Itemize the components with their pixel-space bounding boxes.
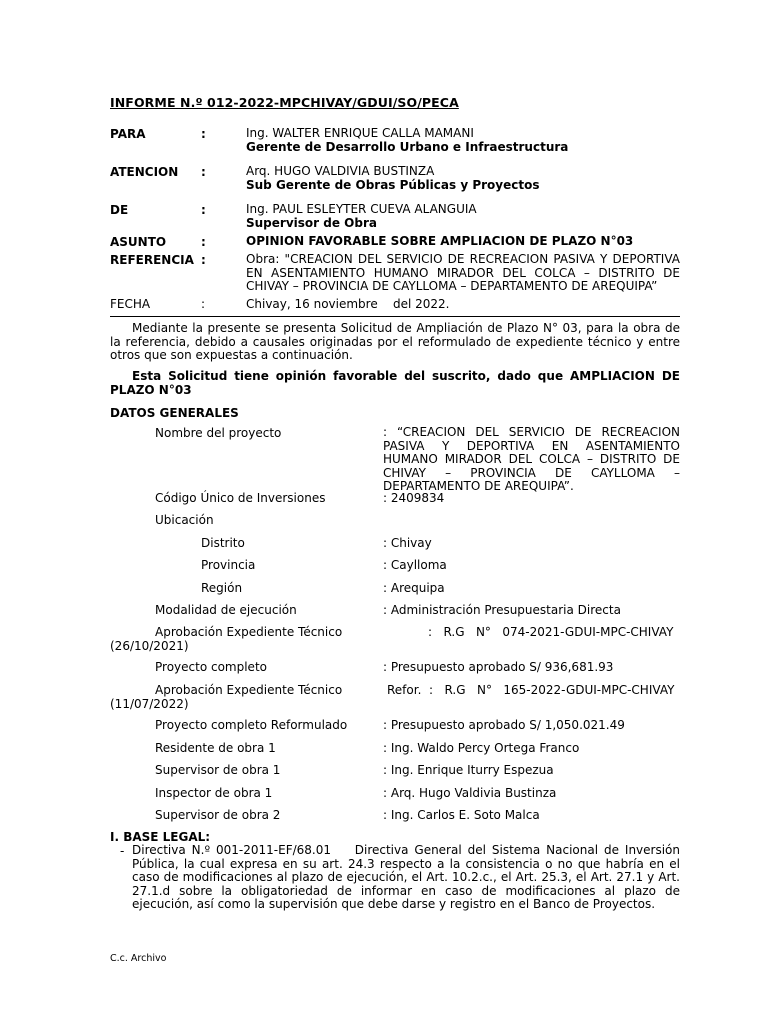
nombre-label: Nombre del proyecto bbox=[155, 426, 282, 440]
intro-paragraph: Mediante la presente se presenta Solicitud de Ampliación de Plazo N° 03, para la obra de la referencia, debido a causales originadas por el reformulado de expediente técnico y entre otros que son expuestas a continuación. bbox=[110, 321, 680, 362]
atencion-value bbox=[246, 165, 680, 192]
modalidad-value: : Administración Presupuestaria Directa bbox=[383, 603, 621, 617]
codigo-label: Código Único de Inversiones bbox=[155, 491, 326, 505]
supervisor2-label: Supervisor de obra 2 bbox=[155, 808, 281, 822]
region-label: Región bbox=[201, 581, 243, 595]
atencion-colon: : bbox=[201, 165, 206, 179]
proyecto-completo-value: : Presupuesto aprobado S/ 936,681.93 bbox=[383, 660, 614, 674]
referencia-value: Obra: "CREACION DEL SERVICIO DE RECREACION PASIVA Y DEPORTIVA EN ASENTAMIENTO HUMANO MIRADOR DEL COLCA – DISTRITO DE CHIVAY – PROVINCIA DE CAYLLOMA – DEPARTAMENTO DE AREQUIPA” bbox=[246, 252, 680, 293]
de-colon: : bbox=[201, 203, 206, 217]
fecha-value: Chivay, 16 noviembre del 2022. bbox=[246, 297, 450, 311]
fecha-colon: : bbox=[201, 297, 206, 311]
provincia-label: Provincia bbox=[201, 558, 256, 572]
codigo-value: : 2409834 bbox=[383, 491, 445, 505]
para-colon: : bbox=[201, 127, 206, 141]
aprobacion2-label: Aprobación Expediente Técnico bbox=[155, 683, 343, 697]
base-legal-title: I. BASE LEGAL: bbox=[110, 830, 211, 844]
para-value bbox=[246, 127, 680, 154]
atencion-role: Sub Gerente de Obras Públicas y Proyectos bbox=[246, 177, 540, 192]
datos-generales-title: DATOS GENERALES bbox=[110, 406, 239, 420]
bullet-dash: - bbox=[120, 844, 125, 858]
ubicacion-label: Ubicación bbox=[155, 513, 214, 527]
asunto-label: ASUNTO bbox=[110, 235, 167, 249]
residente-value: : Ing. Waldo Percy Ortega Franco bbox=[383, 741, 580, 755]
base-legal-item: Directiva N.º 001-2011-EF/68.01 Directiva General del Sistema Nacional de Inversión Pública, la cual expresa en su art. 24.3 respecto a la consistencia o no que habría en el caso de modificaciones al plazo de ejecución, el Art. 10.2.c., el Art. 25.3, el Art. 27.1 y Art. 27.1.d sobre la obligatoriedad de informar en caso de modificaciones al plazo de ejecución, así como la supervisión que debe darse y registro en el Banco de Proyectos. bbox=[132, 843, 684, 911]
supervisor1-label: Supervisor de obra 1 bbox=[155, 763, 281, 777]
de-value bbox=[246, 203, 680, 230]
proyecto-completo-label: Proyecto completo bbox=[155, 660, 267, 674]
distrito-value: : Chivay bbox=[383, 536, 432, 550]
distrito-label: Distrito bbox=[201, 536, 245, 550]
de-role: Supervisor de Obra bbox=[246, 215, 377, 230]
atencion-name: Arq. HUGO VALDIVIA BUSTINZA bbox=[246, 164, 435, 178]
reformulado-value: : Presupuesto aprobado S/ 1,050.021.49 bbox=[383, 718, 625, 732]
residente-label: Residente de obra 1 bbox=[155, 741, 276, 755]
aprobacion1-label: Aprobación Expediente Técnico bbox=[155, 625, 343, 639]
de-label: DE bbox=[110, 203, 129, 217]
opinion-paragraph: Esta Solicitud tiene opinión favorable del suscrito, dado que AMPLIACION DE PLAZO N°03 bbox=[110, 369, 680, 397]
report-title: INFORME N.º 012-2022-MPCHIVAY/GDUI/SO/PECA bbox=[110, 95, 459, 110]
supervisor2-value: : Ing. Carlos E. Soto Malca bbox=[383, 808, 540, 822]
region-value: : Arequipa bbox=[383, 581, 445, 595]
aprobacion1-value: : R.G N° 074-2021-GDUI-MPC-CHIVAY bbox=[428, 625, 674, 639]
aprobacion1-date: (26/10/2021) bbox=[110, 639, 189, 653]
aprobacion2-value: Refor. : R.G N° 165-2022-GDUI-MPC-CHIVAY bbox=[387, 683, 675, 697]
cc-archivo: C.c. Archivo bbox=[110, 953, 167, 964]
asunto-value: OPINION FAVORABLE SOBRE AMPLIACION DE PLAZO N°03 bbox=[246, 234, 634, 248]
para-role: Gerente de Desarrollo Urbano e Infraestructura bbox=[246, 139, 569, 154]
nombre-value: : “CREACION DEL SERVICIO DE RECREACION PASIVA Y DEPORTIVA EN ASENTAMIENTO HUMANO MIRADOR DEL COLCA – DISTRITO DE CHIVAY – PROVINCIA DE CAYLLOMA – DEPARTAMENTO DE AREQUIPA”. bbox=[383, 425, 680, 493]
referencia-colon: : bbox=[201, 253, 206, 267]
para-name: Ing. WALTER ENRIQUE CALLA MAMANI bbox=[246, 126, 474, 140]
inspector-label: Inspector de obra 1 bbox=[155, 786, 273, 800]
aprobacion2-date: (11/07/2022) bbox=[110, 697, 189, 711]
atencion-label: ATENCION bbox=[110, 165, 179, 179]
supervisor1-value: : Ing. Enrique Iturry Espezua bbox=[383, 763, 554, 777]
asunto-colon: : bbox=[201, 235, 206, 249]
reformulado-label: Proyecto completo Reformulado bbox=[155, 718, 348, 732]
para-label: PARA bbox=[110, 127, 146, 141]
fecha-label: FECHA bbox=[110, 297, 151, 311]
referencia-label: REFERENCIA bbox=[110, 253, 194, 267]
provincia-value: : Caylloma bbox=[383, 558, 447, 572]
de-name: Ing. PAUL ESLEYTER CUEVA ALANGUIA bbox=[246, 202, 477, 216]
modalidad-label: Modalidad de ejecución bbox=[155, 603, 297, 617]
inspector-value: : Arq. Hugo Valdivia Bustinza bbox=[383, 786, 557, 800]
header-divider bbox=[110, 316, 680, 317]
